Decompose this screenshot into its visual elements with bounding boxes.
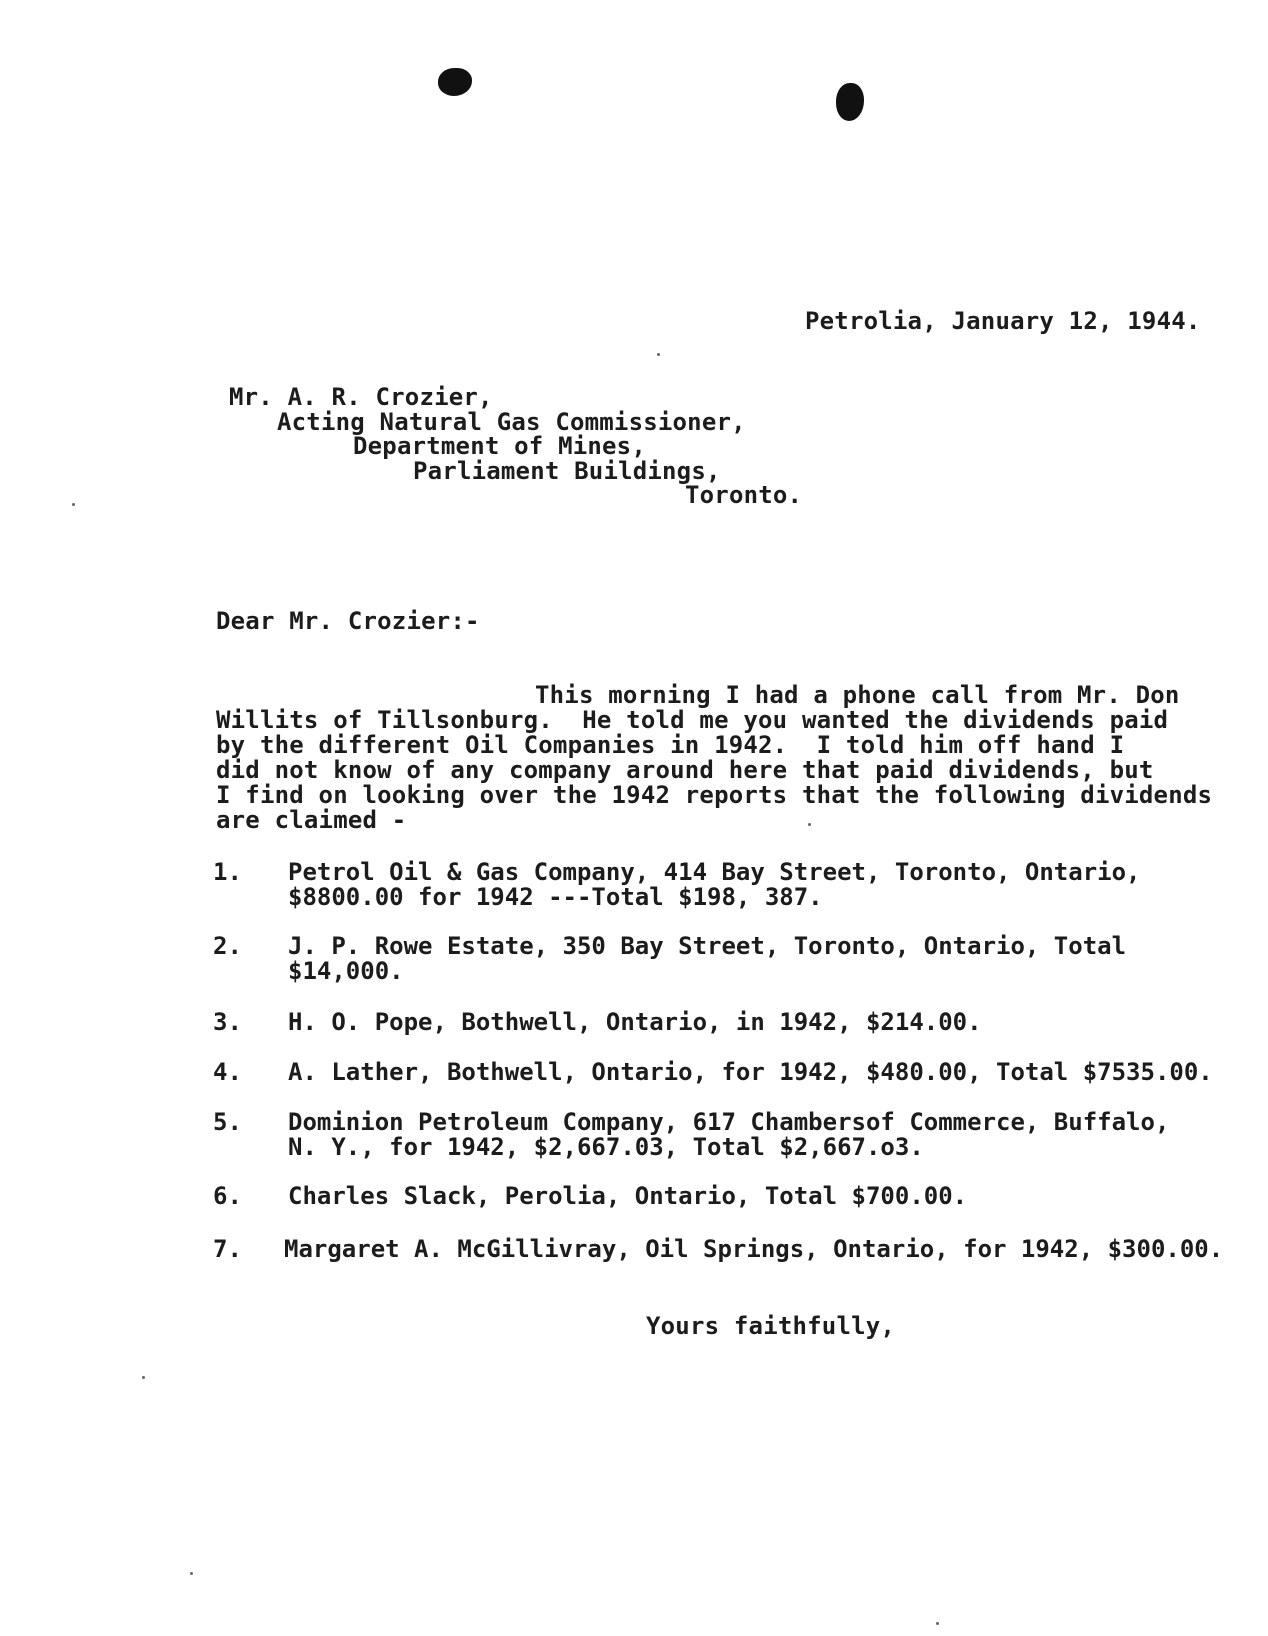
list-item-number: 2. (213, 932, 242, 960)
salutation: Dear Mr. Crozier:- (216, 607, 480, 635)
body-line: are claimed - (216, 806, 407, 834)
paper-speck (72, 503, 75, 506)
paper-speck (657, 353, 660, 356)
list-item-number: 6. (213, 1182, 242, 1210)
punch-hole-left (438, 68, 472, 96)
closing: Yours faithfully, (646, 1312, 896, 1340)
list-item-line: H. O. Pope, Bothwell, Ontario, in 1942, $214.00. (288, 1008, 982, 1036)
recipient-title: Acting Natural Gas Commissioner, (277, 408, 746, 436)
list-item-line: J. P. Rowe Estate, 350 Bay Street, Toronto, Ontario, Total (288, 932, 1127, 960)
list-item-line: Petrol Oil & Gas Company, 414 Bay Street, Toronto, Ontario, (288, 858, 1141, 886)
body-line: did not know of any company around here that paid dividends, but (216, 756, 1154, 784)
list-item-number: 3. (213, 1008, 242, 1036)
recipient-department: Department of Mines, (353, 432, 646, 460)
recipient-building: Parliament Buildings, (413, 457, 721, 485)
list-item-number: 1. (213, 858, 242, 886)
list-item-line: $14,000. (288, 957, 404, 985)
list-item-line: Dominion Petroleum Company, 617 Chambersof Commerce, Buffalo, (288, 1108, 1170, 1136)
list-item-line: Charles Slack, Perolia, Ontario, Total $700.00. (288, 1182, 968, 1210)
paper-speck (936, 1622, 939, 1625)
list-item-line: N. Y., for 1942, $2,667.03, Total $2,667.o3. (288, 1133, 924, 1161)
recipient-city: Toronto. (685, 481, 803, 509)
paper-speck (190, 1572, 193, 1575)
list-item-number: 5. (213, 1108, 242, 1136)
punch-hole-right (836, 83, 864, 121)
paper-speck (808, 823, 811, 826)
list-item-line: Margaret A. McGillivray, Oil Springs, Ontario, for 1942, $300.00. (284, 1235, 1224, 1263)
list-item-number: 7. (213, 1235, 242, 1263)
body-line: by the different Oil Companies in 1942. I told him off hand I (216, 731, 1125, 759)
recipient-name: Mr. A. R. Crozier, (229, 383, 493, 411)
list-item-line: A. Lather, Bothwell, Ontario, for 1942, $480.00, Total $7535.00. (288, 1058, 1213, 1086)
date-line: Petrolia, January 12, 1944. (805, 307, 1201, 335)
body-line: Willits of Tillsonburg. He told me you wanted the dividends paid (216, 706, 1169, 734)
body-line: I find on looking over the 1942 reports that the following dividends (216, 781, 1213, 809)
list-item-line: $8800.00 for 1942 ---Total $198, 387. (288, 883, 823, 911)
paper-speck (142, 1376, 145, 1379)
body-line: This morning I had a phone call from Mr. Don (535, 681, 1180, 709)
list-item-number: 4. (213, 1058, 242, 1086)
